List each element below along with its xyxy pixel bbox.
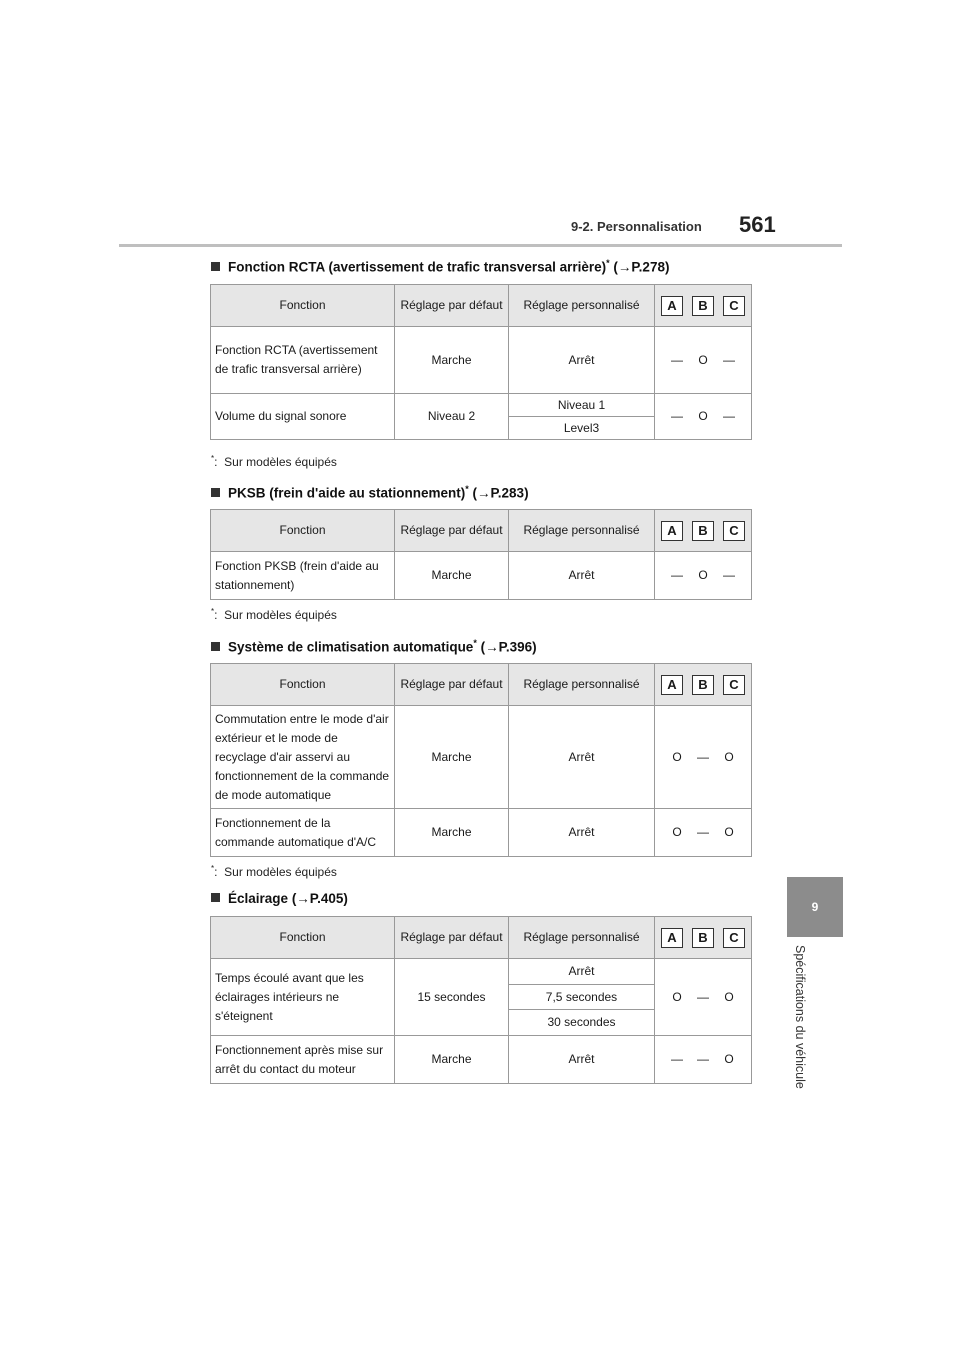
row-function: Temps écoulé avant que les éclairages intérieurs ne s'éteignent xyxy=(211,959,395,1036)
row-marks: — O — xyxy=(655,552,752,600)
row-marks: O — O xyxy=(655,809,752,857)
row-custom: Arrêt xyxy=(509,1036,655,1084)
table-row xyxy=(211,327,752,394)
row-function: Commutation entre le mode d'air extérieur et le mode de recyclage d'air asservi au fonctionnement de la commande de mode automatique xyxy=(211,706,395,809)
row-custom: Arrêt xyxy=(509,959,655,985)
row-custom: 30 secondes xyxy=(509,1010,655,1036)
page-number: 561 xyxy=(739,212,776,237)
table-row xyxy=(211,706,752,809)
table-rcta xyxy=(210,284,752,440)
section-title-eclairage: Éclairage (→P.405) xyxy=(211,891,348,906)
square-bullet-icon xyxy=(211,488,220,497)
row-custom: Level3 xyxy=(509,417,655,440)
header-custom: Réglage personnalisé xyxy=(509,510,655,552)
header-abc: A B C xyxy=(655,510,752,552)
table-row xyxy=(211,1036,752,1084)
row-function: Volume du signal sonore xyxy=(211,394,395,440)
header-default: Réglage par défaut xyxy=(395,510,509,552)
row-marks: O — O xyxy=(655,706,752,809)
row-custom: 7,5 secondes xyxy=(509,985,655,1010)
table-header-row xyxy=(211,917,752,959)
header-custom: Réglage personnalisé xyxy=(509,664,655,706)
footnote: *: Sur modèles équipés xyxy=(211,864,337,879)
section-title-pksb: PKSB (frein d'aide au stationnement)* (→P.283) xyxy=(211,484,529,501)
row-default: 15 secondes xyxy=(395,959,509,1036)
chapter-tab: 9 xyxy=(787,877,843,937)
row-marks: O — O xyxy=(655,959,752,1036)
row-function: Fonction RCTA (avertissement de trafic transversal arrière) xyxy=(211,327,395,394)
row-function: Fonctionnement de la commande automatique d'A/C xyxy=(211,809,395,857)
table-climatisation xyxy=(210,663,752,857)
row-function: Fonctionnement après mise sur arrêt du contact du moteur xyxy=(211,1036,395,1084)
header-function: Fonction xyxy=(211,917,395,959)
square-bullet-icon xyxy=(211,642,220,651)
table-pksb xyxy=(210,509,752,600)
row-custom: Arrêt xyxy=(509,552,655,600)
header-abc: A B C xyxy=(655,664,752,706)
section-header: 9-2. Personnalisation xyxy=(571,219,702,234)
row-default: Niveau 2 xyxy=(395,394,509,440)
table-header-row xyxy=(211,664,752,706)
row-custom: Arrêt xyxy=(509,327,655,394)
row-marks: — O — xyxy=(655,394,752,440)
row-marks: — — O xyxy=(655,1036,752,1084)
table-header-row xyxy=(211,285,752,327)
square-bullet-icon xyxy=(211,262,220,271)
row-marks: — O — xyxy=(655,327,752,394)
header-function: Fonction xyxy=(211,285,395,327)
row-custom: Niveau 1 xyxy=(509,394,655,417)
row-custom: Arrêt xyxy=(509,706,655,809)
header-abc: A B C xyxy=(655,285,752,327)
square-bullet-icon xyxy=(211,893,220,902)
table-row xyxy=(211,959,752,985)
table-row xyxy=(211,394,752,417)
table-row xyxy=(211,552,752,600)
header-abc: A B C xyxy=(655,917,752,959)
row-default: Marche xyxy=(395,706,509,809)
header-default: Réglage par défaut xyxy=(395,285,509,327)
section-title-rcta: Fonction RCTA (avertissement de trafic transversal arrière)* (→P.278) xyxy=(211,258,669,275)
chapter-label: Spécifications du véhicule xyxy=(793,945,807,1089)
row-function: Fonction PKSB (frein d'aide au stationnement) xyxy=(211,552,395,600)
row-custom: Arrêt xyxy=(509,809,655,857)
header-rule xyxy=(119,244,842,247)
table-row xyxy=(211,809,752,857)
row-default: Marche xyxy=(395,1036,509,1084)
header-default: Réglage par défaut xyxy=(395,917,509,959)
table-eclairage xyxy=(210,916,752,1084)
row-default: Marche xyxy=(395,327,509,394)
header-function: Fonction xyxy=(211,510,395,552)
header-function: Fonction xyxy=(211,664,395,706)
footnote: *: Sur modèles équipés xyxy=(211,607,337,622)
header-custom: Réglage personnalisé xyxy=(509,285,655,327)
header-custom: Réglage personnalisé xyxy=(509,917,655,959)
table-header-row xyxy=(211,510,752,552)
header-default: Réglage par défaut xyxy=(395,664,509,706)
row-default: Marche xyxy=(395,552,509,600)
footnote: *: Sur modèles équipés xyxy=(211,454,337,469)
row-default: Marche xyxy=(395,809,509,857)
section-title-climatisation: Système de climatisation automatique* (→P.396) xyxy=(211,638,537,655)
